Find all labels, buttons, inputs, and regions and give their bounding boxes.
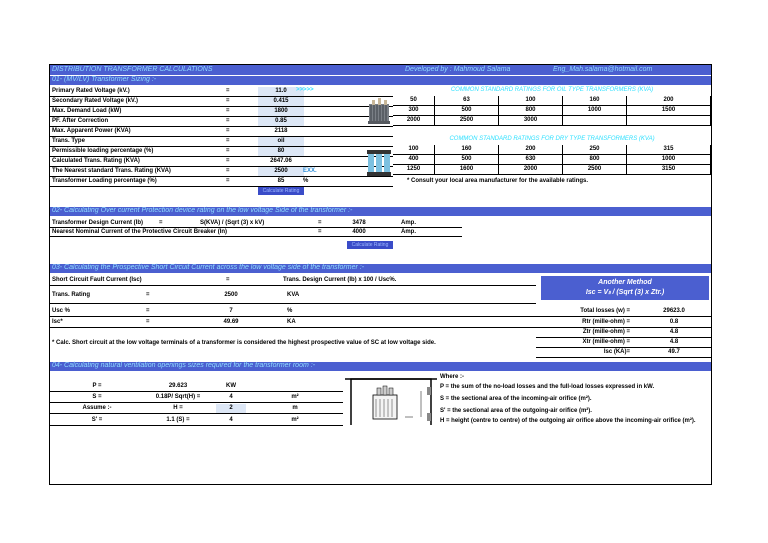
rating-cell: 1250: [393, 165, 435, 175]
ventilation-cell: S' =: [91, 417, 103, 423]
rating-cell: 200: [499, 145, 563, 155]
method-row-label: Rtr (mille-ohm) =: [582, 319, 630, 325]
calculate-breaker-button[interactable]: Calculate Rating: [347, 241, 393, 249]
sizing-row-label: The Nearest standard Trans. Rating (KVA): [52, 168, 171, 174]
sizing-row-value: 2647.06: [270, 158, 292, 164]
example-label: EXX.: [303, 168, 317, 174]
height-input[interactable]: 2: [216, 404, 246, 413]
loading-percent-unit: %: [303, 178, 309, 184]
usc-eq: =: [146, 308, 150, 314]
rating-cell: 1000: [627, 155, 711, 165]
developer-email[interactable]: Eng_Mah.salama@hotmail.com: [553, 66, 653, 73]
rating-cell: 400: [393, 155, 435, 165]
sizing-row-eq: =: [226, 128, 230, 134]
rating-cell: 800: [563, 155, 627, 165]
design-current-eq2: =: [318, 220, 322, 226]
rating-cell: 200: [627, 96, 711, 106]
method-row-label: Isc (KA)=: [603, 349, 630, 355]
sizing-row-eq: =: [226, 138, 230, 144]
rating-cell: 2500: [435, 116, 499, 126]
method-row-label: Ztr (mille-ohm) =: [582, 329, 630, 335]
trans-rating-unit: KVA: [287, 292, 300, 298]
row-divider: [50, 402, 343, 403]
sizing-row-label: Trans. Type: [52, 138, 85, 144]
sizing-row-eq: =: [226, 148, 230, 154]
sizing-row-value: 2118: [274, 128, 288, 134]
sizing-row-label: Permissible loading percentage (%): [52, 148, 154, 154]
row-divider: [50, 136, 393, 137]
rating-cell: 300: [393, 106, 435, 116]
rating-cell: 100: [499, 96, 563, 106]
sizing-row-eq: =: [226, 168, 230, 174]
ventilation-cell: 1.1 (S) =: [166, 417, 190, 423]
trans-rating-eq: =: [146, 292, 150, 298]
sizing-row-value[interactable]: 1800: [258, 107, 304, 116]
row-divider: [50, 425, 343, 426]
row-divider: [536, 357, 711, 358]
rating-cell: 630: [499, 155, 563, 165]
section2-title: 02- Calculating Over current Protection device rating on the low voltage Side of the transformer :-: [52, 207, 353, 214]
design-current-value: 3478: [352, 220, 366, 226]
oil-ratings-title: COMMON STANDARD RATINGS FOR OIL TYPE TRANSFORMERS (KVA): [450, 87, 654, 93]
rating-cell: 500: [435, 106, 499, 116]
rating-cell: 63: [435, 96, 499, 106]
breaker-current-value: 4000: [352, 229, 366, 235]
isc-result-value: 49.69: [223, 319, 239, 325]
isc-result-eq: =: [146, 319, 150, 325]
rating-cell: [627, 116, 711, 126]
design-current-label: Transformer Design Current (Ib): [52, 220, 144, 226]
rating-cell: 250: [563, 145, 627, 155]
rating-cell: 2000: [499, 165, 563, 175]
method-row-value: 4.8: [669, 339, 679, 345]
divider: [50, 236, 462, 237]
sc-note: * Calc. Short circuit at the low voltage terminals of a transformer is considered the highest prospective value of SC at low voltage side.: [52, 340, 436, 346]
definition-item: P = the sum of the no-load losses and the full-load losses expressed in kW.: [440, 384, 655, 390]
sizing-row-eq: =: [226, 178, 230, 184]
breaker-current-eq: =: [318, 229, 322, 235]
definition-item: H = height (centre to centre) of the outgoing air orifice above the incoming-air orifice (m²).: [440, 418, 696, 424]
calculate-rating-button[interactable]: Calculate Rating: [258, 187, 304, 195]
arrow-indicator: >>>>>: [296, 87, 314, 93]
sizing-row-eq: =: [226, 98, 230, 104]
sizing-row-label: Calculated Trans. Rating (KVA): [52, 158, 140, 164]
divider: [50, 227, 462, 228]
row-divider: [536, 316, 711, 317]
rating-cell: 50: [393, 96, 435, 106]
design-current-unit: Amp.: [401, 220, 416, 226]
another-method-formula: Isc = Vₗₗ / (Sqrt (3) x Ztr.): [585, 289, 665, 296]
sizing-row-value[interactable]: oil: [258, 137, 304, 146]
method-row-value: 4.8: [669, 329, 679, 335]
ventilation-cell: 4: [229, 417, 233, 423]
where-label: Where :-: [440, 374, 464, 380]
sizing-row-label: Max. Apparent Power (KVA): [52, 128, 131, 134]
sheet-title: DISTRIBUTION TRANSFORMER CALCULATIONS: [52, 66, 213, 73]
breaker-current-unit: Amp.: [401, 229, 416, 235]
sizing-row-value[interactable]: 80: [258, 147, 304, 156]
rating-cell: 315: [627, 145, 711, 155]
design-current-formula: S(KVA) / (Sqrt (3) x kV): [200, 220, 265, 226]
sizing-row-value: 85: [277, 178, 285, 184]
sizing-row-value[interactable]: 0.415: [258, 97, 304, 106]
rating-cell: 2000: [393, 116, 435, 126]
another-method-box: [541, 276, 709, 300]
row-divider: [50, 413, 343, 414]
section4-title: 04- Calculating natural ventilation openings sizes required for the transformer room :-: [52, 362, 316, 369]
sizing-row-eq: =: [226, 88, 230, 94]
usc-unit: %: [287, 308, 293, 314]
sizing-row-value[interactable]: 2500: [258, 167, 304, 176]
ventilation-cell: [285, 382, 305, 391]
isc-result-unit: KA: [287, 319, 296, 325]
sizing-row-label: Primary Rated Voltage (kV.): [52, 88, 130, 94]
sizing-row-eq: =: [226, 118, 230, 124]
sizing-row-eq: =: [226, 158, 230, 164]
method-row-value: 29623.0: [663, 308, 685, 314]
ventilation-cell: 29.623: [168, 383, 188, 389]
another-method-title: Another Method: [598, 279, 652, 286]
method-row-label: Total losses (w) =: [580, 308, 630, 314]
rating-cell: 3150: [627, 165, 711, 175]
row-divider: [50, 186, 393, 187]
section1-title: 01- (MV/LV) Transformer Sizing :-: [52, 76, 157, 83]
ventilation-cell: 4: [229, 394, 233, 400]
ventilation-cell: m²: [291, 417, 299, 423]
ventilation-cell: Assume :-: [82, 405, 112, 411]
sizing-row-label: PF. After Correction: [52, 118, 109, 124]
row-divider: [50, 391, 343, 392]
rating-cell: 2500: [563, 165, 627, 175]
divider: [50, 316, 536, 317]
rating-cell: 500: [435, 155, 499, 165]
dry-ratings-title: COMMON STANDARD RATINGS FOR DRY TYPE TRANSFORMERS (KVA): [449, 136, 655, 142]
ventilation-cell: H =: [173, 405, 183, 411]
trans-rating-label: Trans. Rating: [52, 292, 91, 298]
isc-result-label: Isc*: [52, 319, 63, 325]
ventilation-cell: m: [292, 405, 298, 411]
rating-cell: 1000: [563, 106, 627, 116]
consult-note: * Consult your local area manufacturer for the available ratings.: [407, 178, 589, 184]
method-row-value: 49.7: [668, 349, 680, 355]
rating-cell: 100: [393, 145, 435, 155]
transformer-room-diagram: [343, 373, 439, 426]
rating-cell: 800: [499, 106, 563, 116]
ventilation-cell: m²: [291, 394, 299, 400]
sizing-row-value[interactable]: 0.85: [258, 117, 304, 126]
divider: [50, 285, 536, 286]
section3-title: 03- Calculating the Prospective Short Circuit Current across the low voltage side of the transformer :-: [52, 264, 365, 271]
developer-credit: Developed by : Mahmoud Salama: [405, 66, 511, 73]
method-row-value: 0.8: [669, 319, 679, 325]
sizing-row-label: Secondary Rated Voltage (kV.): [52, 98, 139, 104]
sizing-row-eq: =: [226, 108, 230, 114]
usc-value: 7: [229, 308, 233, 314]
isc-formula: Trans. Design Current (Ib) x 100 / Usc%.: [283, 277, 397, 283]
rating-cell: 1600: [435, 165, 499, 175]
dry-transformer-icon: [365, 146, 393, 178]
usc-label: Usc %: [52, 308, 71, 314]
ventilation-cell: S =: [92, 394, 102, 400]
oil-ratings-header: [393, 86, 711, 95]
method-row-label: Xtr (mille-ohm) =: [582, 339, 630, 345]
sizing-row-label: Transformer Loading percentage (%): [52, 178, 157, 184]
rating-cell: 3000: [499, 116, 563, 126]
isc-label: Short Circuit Fault Current (Isc): [52, 277, 142, 283]
definition-item: S' = the sectional area of the outgoing-air orifice (m²).: [440, 408, 592, 414]
trans-rating-value: 2500: [224, 292, 238, 298]
rating-cell: [563, 116, 627, 126]
rating-cell: 160: [563, 96, 627, 106]
rating-cell: 160: [435, 145, 499, 155]
breaker-current-label: Nearest Nominal Current of the Protective Circuit Breaker (In): [52, 229, 228, 235]
isc-eq: =: [226, 277, 230, 283]
ventilation-cell: 0.18P/ Sqrt(H) =: [155, 394, 201, 400]
definition-item: S = the sectional area of the incoming-air orifice (m²).: [440, 396, 592, 402]
ventilation-cell: KW: [226, 383, 236, 389]
rating-cell: 1500: [627, 106, 711, 116]
divider: [50, 303, 536, 304]
oil-transformer-icon: [365, 96, 393, 126]
dry-ratings-header: [393, 135, 711, 144]
ventilation-cell: P =: [92, 383, 102, 389]
sizing-row-value[interactable]: 11.0: [258, 87, 304, 96]
sizing-row-label: Max. Demand Load (kW): [52, 108, 122, 114]
design-current-eq: =: [159, 220, 163, 226]
divider: [50, 327, 536, 328]
